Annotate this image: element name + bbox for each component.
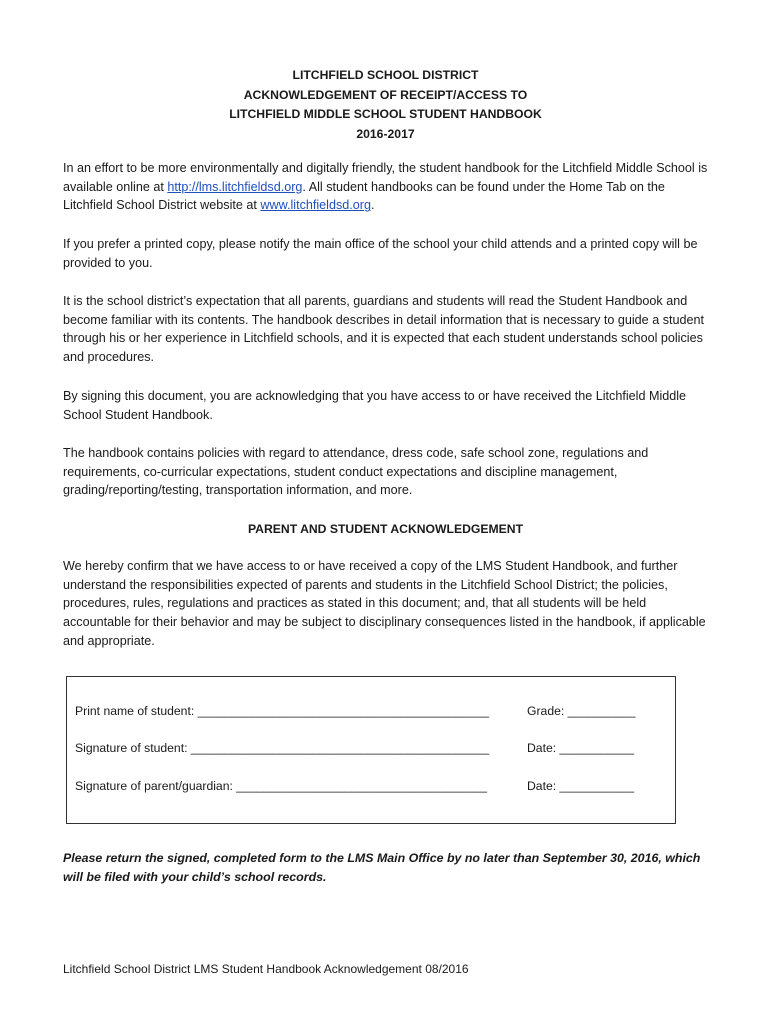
parent-signature-row: [75, 777, 635, 796]
signing-paragraph: By signing this document, you are acknowledging that you have access to or have received the Litchfield Middle School Student Handbook.: [63, 389, 687, 422]
student-date-field[interactable]: Date: ___________: [527, 741, 635, 755]
district-title: LITCHFIELD SCHOOL DISTRICT: [292, 68, 479, 82]
confirmation-paragraph: We hereby confirm that we have access to or have received a copy of the LMS Student Handbook, and further understand the responsibilities expected of parents and students in the Litchfield School District; the policies, procedures, rules, regulations and practices as stated in this document; and, that all students will be held accountable for their behavior and may be subject to disciplinary consequences listed in the handbook, if applicable and appropriate.: [63, 559, 706, 648]
page-footer: Litchfield School District LMS Student Handbook Acknowledgement 08/2016: [63, 962, 469, 976]
document-header: [63, 66, 708, 144]
printed-copy-paragraph: If you prefer a printed copy, please notify the main office of the school your child attends and a printed copy will be provided to you.: [63, 237, 698, 270]
student-name-row: [75, 702, 636, 721]
intro-text-b: . All student handbooks can be found under the Home Tab on the Litchfield School District website at: [63, 179, 665, 213]
parent-date-field[interactable]: Date: ___________: [527, 779, 635, 793]
expectation-paragraph: It is the school district’s expectation that all parents, guardians and students will read the Student Handbook and become familiar with its contents. The handbook describes in detail information that is necessary to guide a student through his or her experience in Litchfield schools, and it is expected that each student understands school policies and procedures.: [63, 294, 705, 365]
return-notice: Please return the signed, completed form to the LMS Main Office by no later than September 30, 2016, which will be filed with your child’s school records.: [63, 851, 701, 884]
student-signature-row: [75, 739, 635, 758]
policies-paragraph: The handbook contains policies with regard to attendance, dress code, safe school zone, regulations and requirements, co-curricular expectations, student conduct expectations and discipline management, grading/reporting/testing, transportation information, and more.: [63, 446, 649, 498]
student-signature-field[interactable]: Signature of student: ____________________________________________: [75, 741, 490, 755]
handbook-title: LITCHFIELD MIDDLE SCHOOL STUDENT HANDBOOK: [229, 107, 542, 121]
acknowledgement-title: ACKNOWLEDGEMENT OF RECEIPT/ACCESS TO: [243, 87, 528, 102]
lms-website-link[interactable]: http://lms.litchfieldsd.org: [167, 179, 303, 194]
intro-text-a: In an effort to be more environmentally and digitally friendly, the student handbook for the Litchfield Middle School is available online at: [63, 161, 708, 194]
grade-field[interactable]: Grade: __________: [527, 704, 636, 718]
student-name-field[interactable]: Print name of student: ___________________________________________: [75, 704, 490, 718]
intro-text-c: .: [370, 198, 375, 213]
acknowledgement-subheading: PARENT AND STUDENT ACKNOWLEDGEMENT: [247, 522, 524, 536]
intro-paragraph: [63, 159, 708, 215]
school-year: 2016-2017: [356, 126, 415, 141]
district-website-link[interactable]: www.litchfieldsd.org: [260, 198, 371, 213]
parent-signature-field[interactable]: Signature of parent/guardian: _____________________________________: [75, 779, 488, 793]
signature-form-box: [66, 676, 676, 824]
